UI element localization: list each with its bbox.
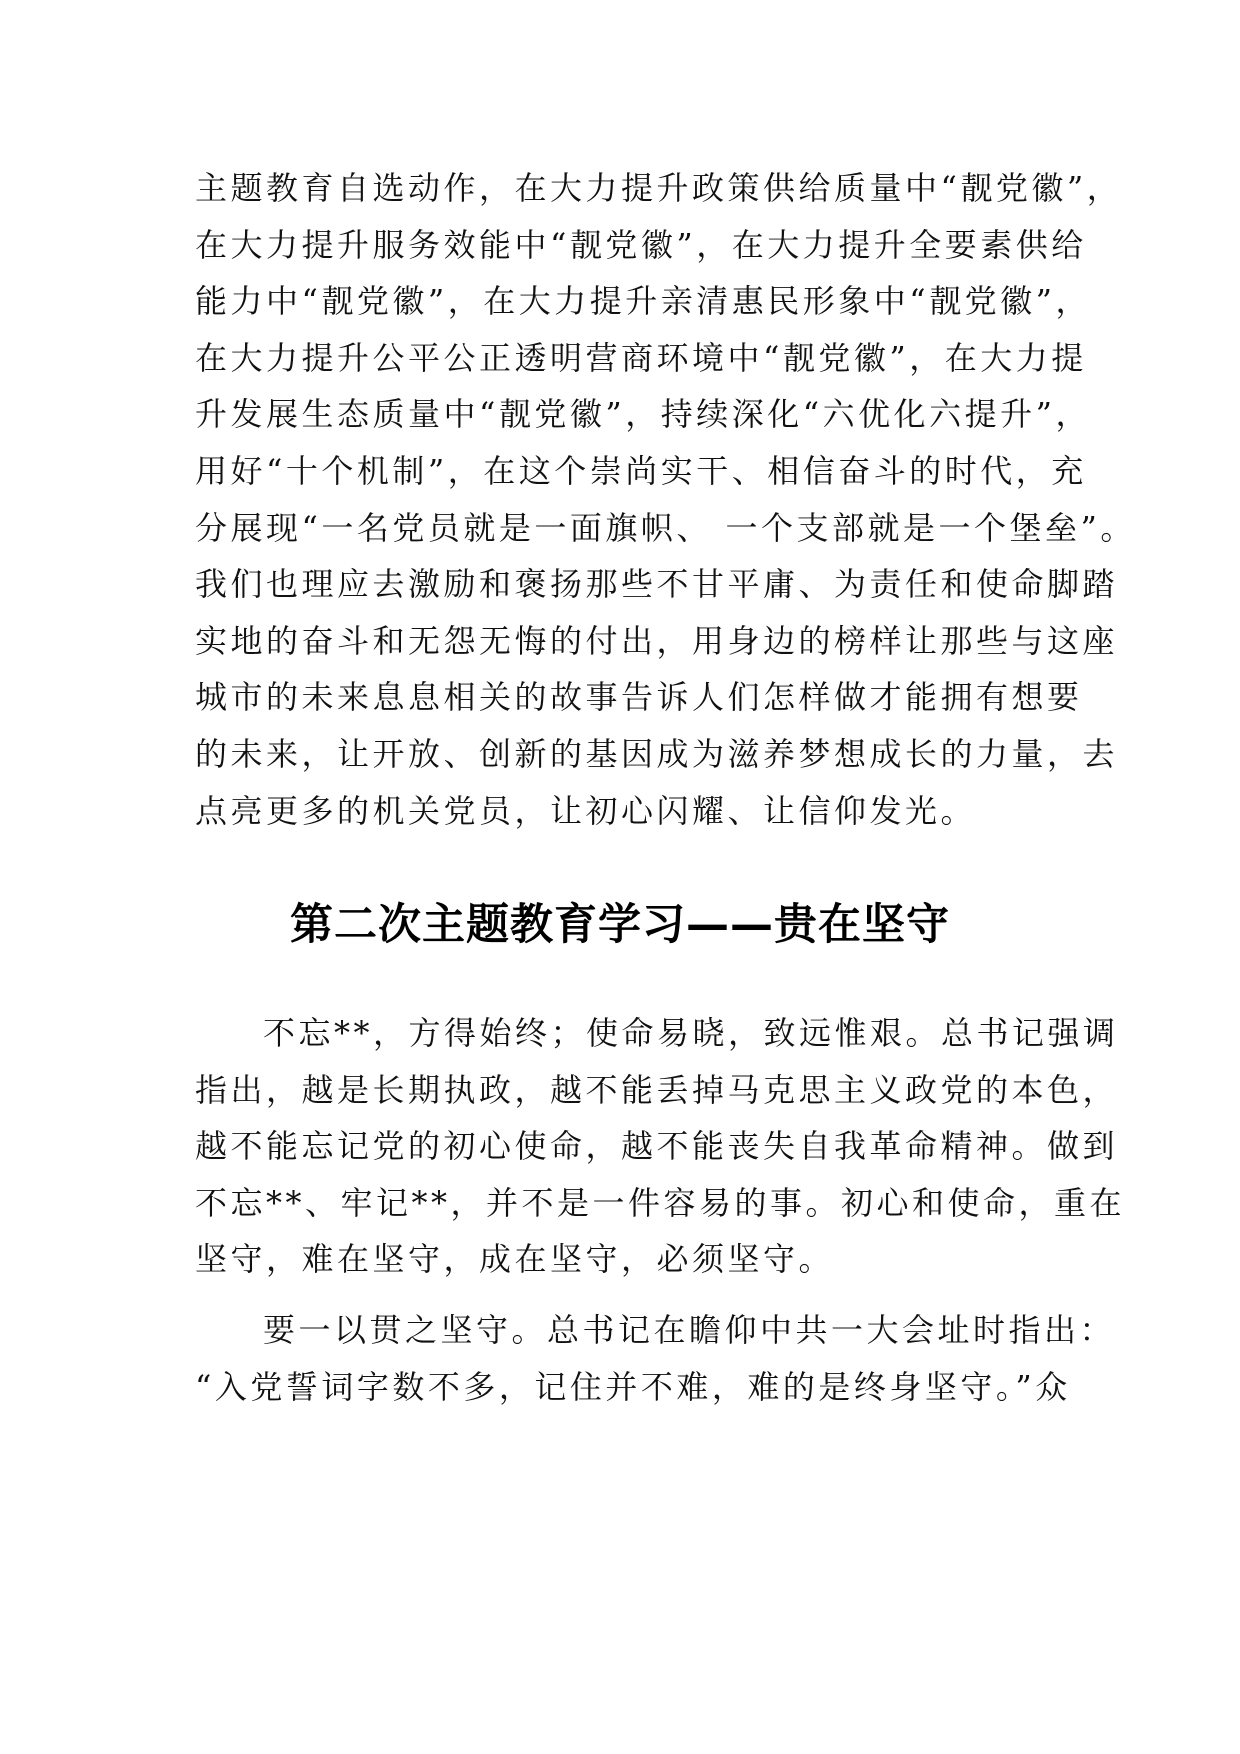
text-line: 我们也理应去激励和褒扬那些不甘平庸、为责任和使命脚踏 <box>195 565 1119 604</box>
text-line: 主题教育自选动作，在大力提升政策供给质量中“靓党徽”， <box>195 169 1123 207</box>
text-line: 在大力提升服务效能中“靓党徽”，在大力提升全要素供给 <box>195 225 1087 264</box>
text-line: 的未来，让开放、创新的基因成为滋养梦想成长的力量，去 <box>195 734 1119 773</box>
text-line: 分展现“一名党员就是一面旗帜、 一个支部就是一个堡垒”。 <box>195 508 1136 547</box>
paragraph <box>195 1302 1116 1415</box>
text-line: 在大力提升公平公正透明营商环境中“靓党徽”，在大力提 <box>195 338 1087 377</box>
text-line: 越不能忘记党的初心使命，越不能丧失自我革命精神。做到 <box>195 1127 1119 1166</box>
text-line: 用好“十个机制”，在这个崇尚实干、相信奋斗的时代，充 <box>195 451 1087 490</box>
text-line: 能力中“靓党徽”，在大力提升亲清惠民形象中“靓党徽”， <box>195 282 1091 321</box>
section-heading: 第二次主题教育学习——贵在坚守 <box>290 900 950 950</box>
paragraph <box>195 1005 1126 1288</box>
text-line: 指出，越是长期执政，越不能丢掉马克思主义政党的本色， <box>195 1070 1119 1109</box>
text-line: 要一以贯之坚守。总书记在瞻仰中共一大会址时指出： <box>263 1310 1116 1349</box>
text-line: 升发展生态质量中“靓党徽”，持续深化“六优化六提升”， <box>195 395 1091 434</box>
text-line: 点亮更多的机关党员，让初心闪耀、让信仰发光。 <box>195 791 977 830</box>
section-two-body <box>195 1005 1126 1415</box>
text-line: 城市的未来息息相关的故事告诉人们怎样做才能拥有想要 <box>195 678 1083 717</box>
text-line: “入党誓词字数不多，记住并不难，难的是终身坚守。”众 <box>195 1367 1071 1406</box>
section-one-paragraph <box>195 160 1136 839</box>
text-line: 坚守，难在坚守，成在坚守，必须坚守。 <box>195 1240 835 1279</box>
text-line: 实地的奋斗和无怨无悔的付出，用身边的榜样让那些与这座 <box>195 621 1119 660</box>
text-line: 不忘**、牢记**，并不是一件容易的事。初心和使命，重在 <box>195 1183 1126 1222</box>
text-line: 不忘**，方得始终；使命易晓，致远惟艰。总书记强调 <box>263 1014 1119 1052</box>
